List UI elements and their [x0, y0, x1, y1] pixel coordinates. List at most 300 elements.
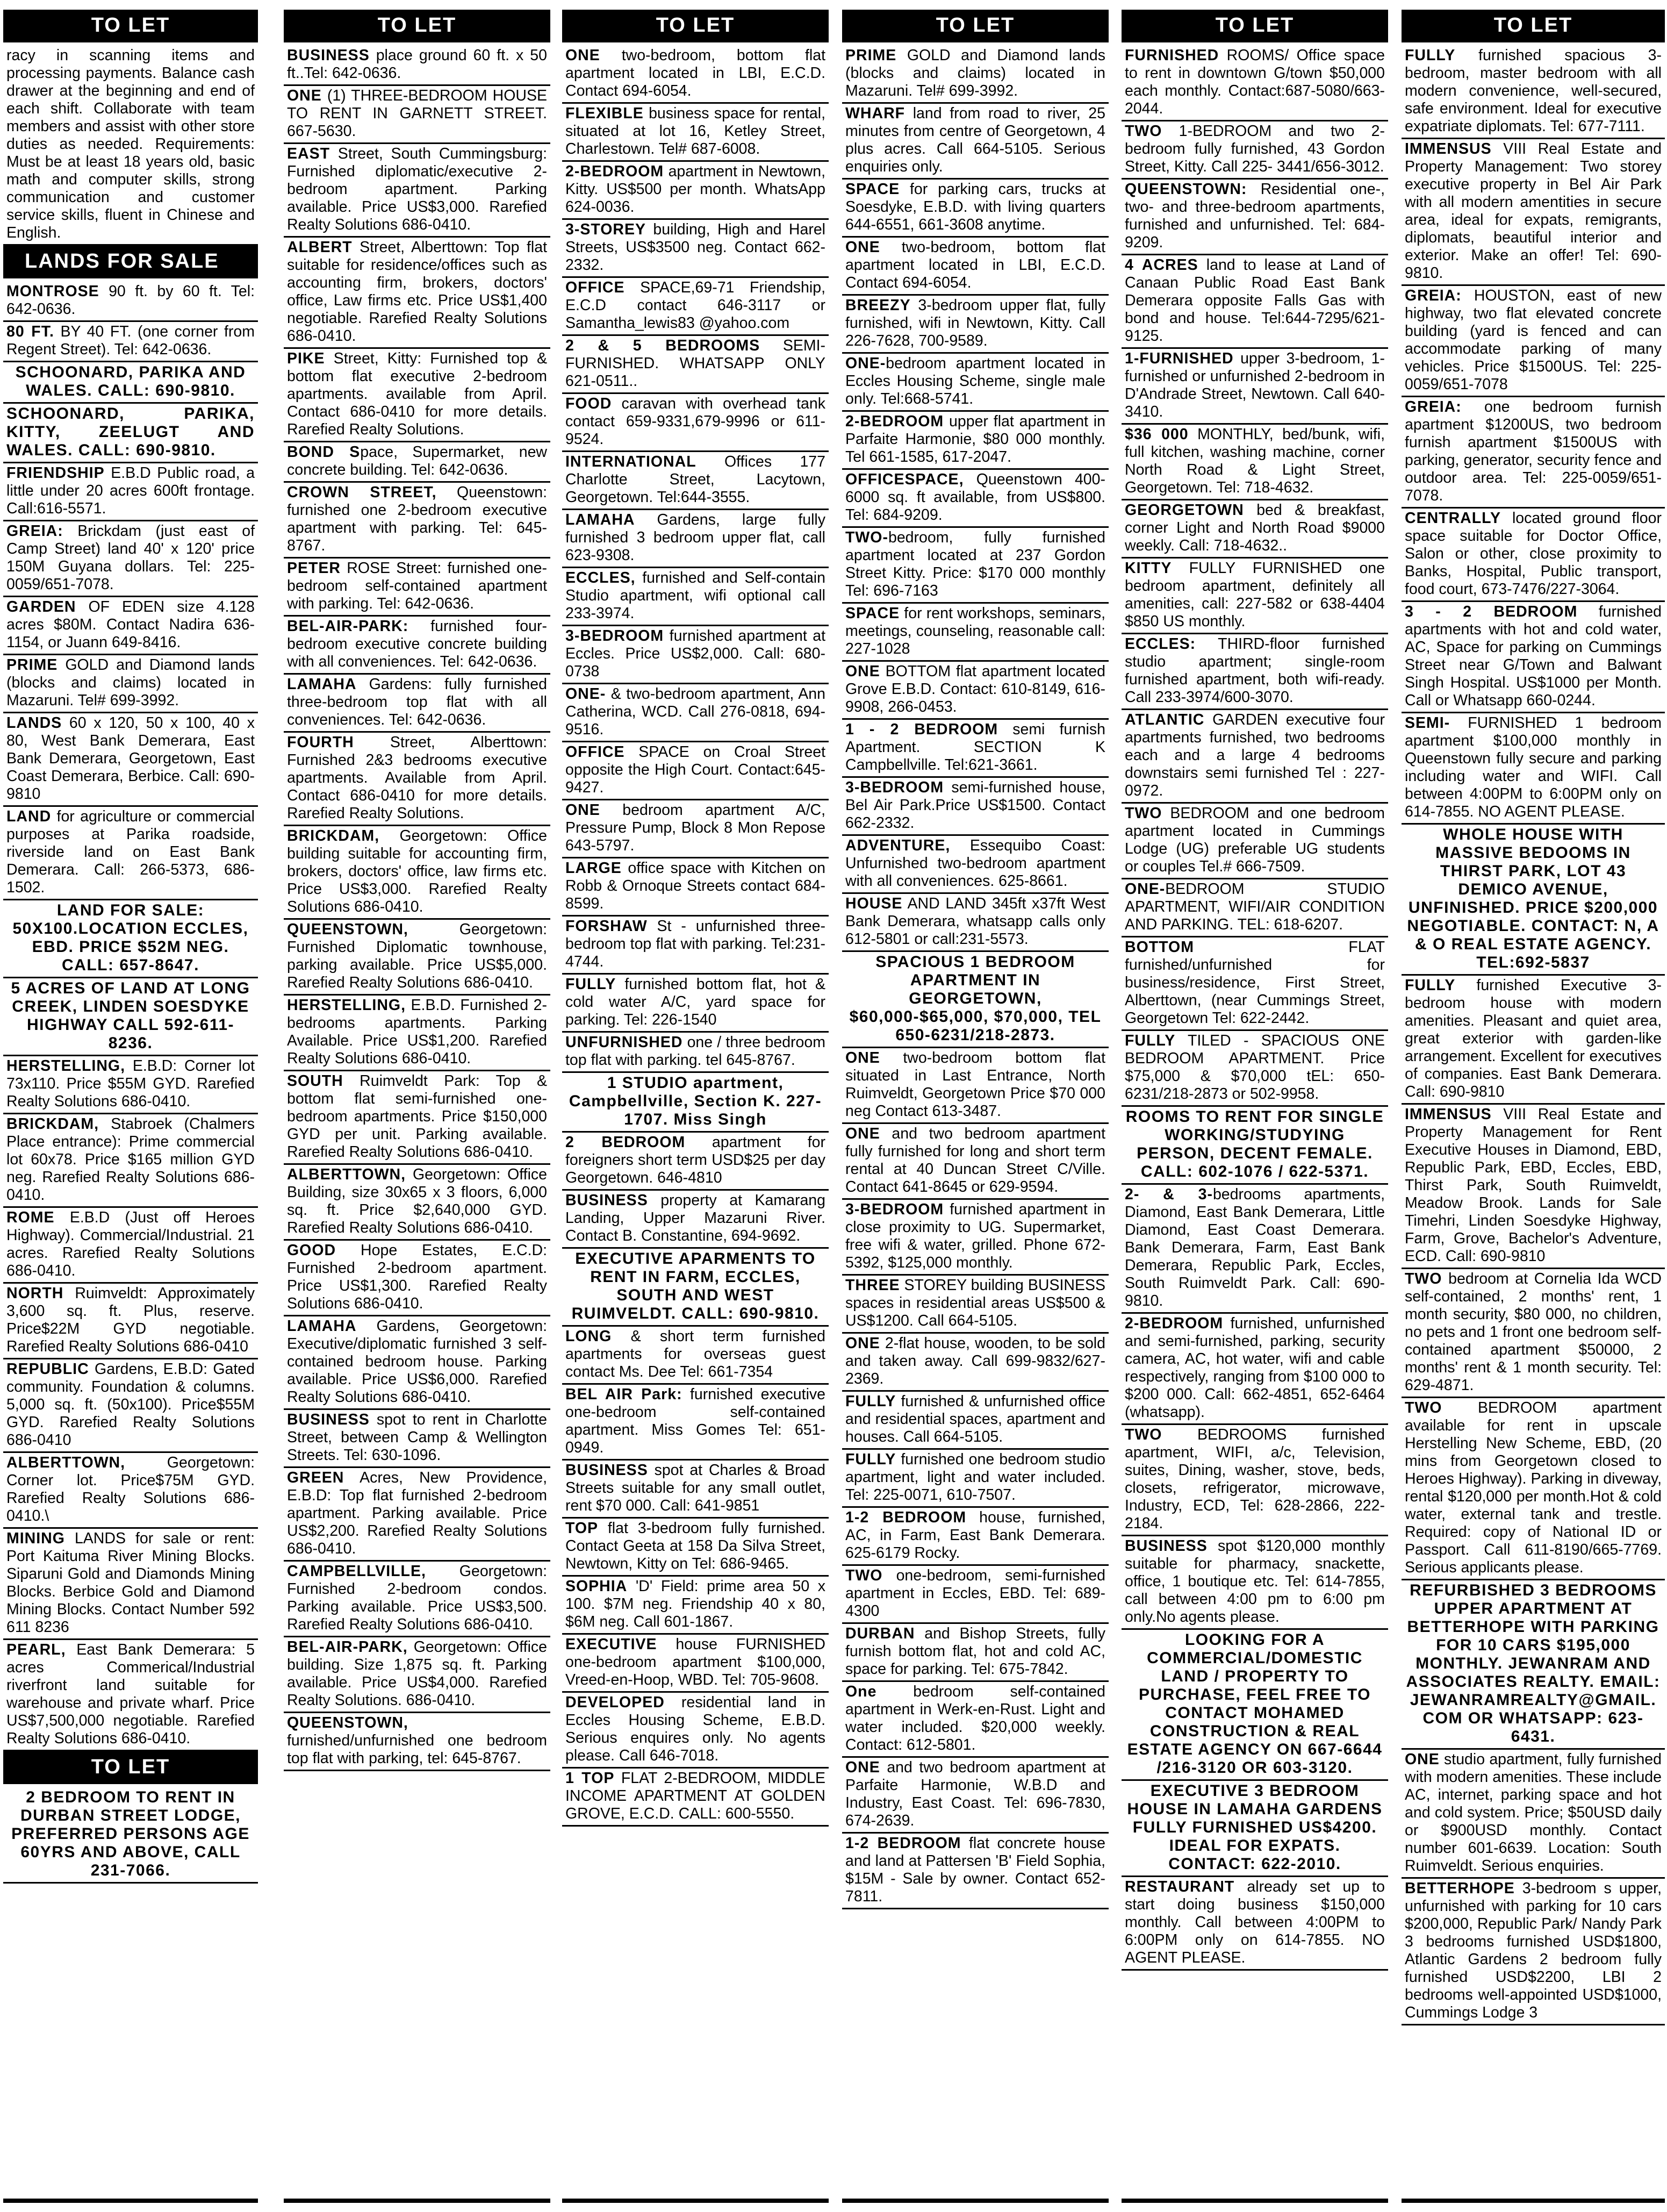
classified-ad: [1402, 139, 1665, 286]
ad-lead-word: LAMAHA: [565, 511, 635, 528]
classified-ad: [842, 1450, 1109, 1508]
ad-lead-word: FULLY: [1405, 977, 1456, 994]
classified-ad: [562, 278, 829, 336]
ad-body: furnished, unfurnished and semi-furnished, parking, security camera, AC, hot water, wifi and cable respectively, ranging from $100 000 to $200 000. Call: 662-4851, 652-6464 (whatsapp).: [1125, 1315, 1385, 1421]
classified-ad: [284, 996, 550, 1071]
ad-body: FLAT 2-BEDROOM, MIDDLE INCOME APARTMENT AT GOLDEN GROVE, E.C.D. CALL: 600-5550.: [565, 1770, 825, 1822]
ad-body: office space with Kitchen on Robb & Ornoque Streets contact 684-8599.: [565, 860, 825, 912]
ad-lead-word: ONE: [1405, 1751, 1440, 1768]
classified-ad: [284, 1637, 550, 1713]
classified-ad: [3, 713, 258, 807]
classified-ad: [842, 894, 1109, 952]
ad-body: pace, Supermarket, new concrete building. Tel: 642-0636.: [287, 443, 547, 478]
classified-ad: [284, 1316, 550, 1410]
classified-ad: [3, 597, 258, 655]
section-header: TO LET: [1402, 10, 1665, 42]
classified-ad: [562, 1385, 829, 1461]
ad-body: furnished & unfurnished office and residential spaces, apartment and houses. Call 664-5105.: [845, 1393, 1105, 1445]
classified-ad: [842, 662, 1109, 720]
classified-ad: [842, 1682, 1109, 1758]
classified-ad: [842, 238, 1109, 296]
ad-lead-word: HOUSE: [845, 895, 903, 912]
ad-body: Gardens, Georgetown: Executive/diplomatic furnished 3 self-contained bedroom house. Parking available. Price US$6,000. Rarefied Realty Solutions 686-0410.: [287, 1318, 547, 1406]
ad-lead-word: LAND: [6, 808, 52, 825]
ad-lead-word: LAMAHA: [287, 676, 357, 693]
classified-ad: [284, 349, 550, 442]
ad-body: two-bedroom, bottom flat apartment located in LBI, E.C.D. Contact 694-6054.: [845, 239, 1105, 291]
ad-lead-word: FOURTH: [287, 734, 354, 751]
ad-body: Acres, New Providence, E.B.D: Top flat furnished 2-bedroom apartment. Parking available. Price US$2,200. Rarefied Realty Solutions 686-0410.: [287, 1469, 547, 1557]
classified-ad: [842, 1048, 1109, 1124]
ad-lead-word: 2-BEDROOM: [1125, 1315, 1224, 1332]
ad-body: VIII Real Estate and Property Management for Rent Executive Houses in Diamond, EBD, Republic Park, EBD, Eccles, EBD, Thirst Park, South Ruimveldt, Meadow Brook. Lands for Sale Timehri, Linden Soesdyke Highway, Farm, Grove, Bachelor's Adventure, ECD. Call: 690-9810: [1405, 1106, 1662, 1265]
classified-ad: [1122, 1877, 1388, 1971]
ad-body: Brickdam (just east of Camp Street) land 40' x 120' price 150M Guyana dollars. Tel: 225-0059/651-7078.: [6, 522, 255, 593]
ad-lead-word: BREEZY: [845, 297, 911, 314]
classified-ad: [284, 86, 550, 144]
ad-lead-word: TWO: [845, 1567, 883, 1584]
ad-body: apartment in Newtown, Kitty. US$500 per month. WhatsApp 624-0036.: [565, 163, 825, 216]
classified-ad: [562, 1191, 829, 1249]
ad-body: BOTTOM flat apartment located Grove E.B.D. Contact: 610-8149, 616-9908, 266-0453.: [845, 663, 1105, 715]
ad-body: & two-bedroom apartment, Ann Catherina, WCD. Call 276-0818, 694-9516.: [565, 685, 825, 738]
classified-ad: [562, 1461, 829, 1519]
ad-lead-word: ALBERTTOWN,: [6, 1454, 126, 1471]
ad-body: furnished apartment in close proximity to UG. Supermarket, free wifi & water, grilled. Phone 672-5392, $125,000 monthly.: [845, 1201, 1105, 1271]
classified-ad: [842, 1508, 1109, 1566]
ad-lead-word: BUSINESS: [565, 1462, 648, 1479]
ad-lead-word: ONE: [845, 239, 880, 256]
ad-lead-word: FORSHAW: [565, 918, 648, 935]
classified-ad: [562, 1635, 829, 1693]
ad-lead-word: ALBERTTOWN,: [287, 1166, 406, 1183]
ad-body: 2-flat house, wooden, to be sold and taken away. Call 699-9832/627-2369.: [845, 1335, 1105, 1387]
ad-body: Street, Kitty: Furnished top & bottom flat executive 2-bedroom apartments. available from April. Contact 686-0410 for more details. Rarefied Realty Solutions.: [287, 350, 547, 438]
ad-body: flat 3-bedroom fully furnished. Contact Geeta at 158 Da Silva Street, Newtown, Kitty on Tel: 686-9465.: [565, 1520, 825, 1572]
ad-lead-word: ADVENTURE,: [845, 837, 951, 854]
classified-ad: [3, 282, 258, 322]
classified-ad-display: LAND FOR SALE: 50X100.LOCATION ECCLES, EBD. PRICE $52M NEG. CALL: 657-8647.: [3, 900, 258, 978]
classified-ad: [562, 1133, 829, 1191]
classified-ad: [562, 452, 829, 510]
ad-lead-word: 1-FURNISHED: [1125, 350, 1234, 367]
ad-lead-word: ONE-: [565, 685, 606, 703]
ad-body: bedroom self-contained apartment in Werk-en-Rust. Light and water included. $20,000 weekly. Contact: 612-5801.: [845, 1683, 1105, 1753]
ad-body: SPACE on Croal Street opposite the High Court. Contact:645-9427.: [565, 743, 825, 796]
ad-body: Gardens, E.B.D: Gated community. Foundation & columns. 5,000 sq. ft. (50x100). Price$55M GYD. Rarefied Realty Solutions 686-0410: [6, 1361, 255, 1449]
ad-lead-word: QUEENSTOWN,: [287, 1714, 408, 1731]
ad-body: for rent workshops, seminars, meetings, counseling, reasonable call: 227-1028: [845, 605, 1105, 657]
classified-ad: [1402, 976, 1665, 1105]
ad-body: for parking cars, trucks at Soesdyke, E.B.D. with living quarters 644-6551, 661-3608 anytime.: [845, 181, 1105, 233]
ad-body: Georgetown: Office building suitable for accounting firm, brokers, doctors' office, law firms etc. Price US$3,000. Rarefied Realty Solutions 686-0410.: [287, 827, 547, 915]
column-4: [842, 10, 1109, 2203]
classified-ad: [1122, 634, 1388, 710]
column-5: [1122, 10, 1388, 2203]
ad-body: Street, Alberttown: Top flat suitable for residence/offices such as accounting firm, brokers, doctors' office, Law firms etc. Price US$1,400 negotiable. Rarefied Realty Solutions 686-0410.: [287, 239, 547, 345]
classified-ad: [284, 1241, 550, 1316]
ad-lead-word: BUSINESS: [287, 47, 370, 64]
classified-ad: [284, 675, 550, 733]
ad-body: property at Kamarang Landing, Upper Mazaruni River. Contact B. Constantine, 694-9692.: [565, 1192, 825, 1244]
ad-body: FULLY FURNISHED one bedroom apartment, definitely all amenities, call: 227-582 or 638-4404 $850 US monthly.: [1125, 560, 1385, 630]
ad-body: BEDROOM STUDIO APARTMENT, WIFI/AIR CONDITION AND PARKING. TEL: 618-6207.: [1125, 880, 1385, 933]
ad-lead-word: DEVELOPED: [565, 1694, 665, 1711]
classified-ad: [3, 46, 258, 246]
ad-body: spot to rent in Charlotte Street, between Camp & Wellington Streets. Tel: 630-1096.: [287, 1411, 547, 1464]
ad-lead-word: 1-2 BEDROOM: [845, 1509, 967, 1526]
classified-ad: [284, 826, 550, 920]
ad-body: GARDEN executive four apartments furnished, two bedrooms each and a large 4 bedrooms downstairs semi furnished Tel : 227-0972.: [1125, 711, 1385, 799]
ad-lead-word: 3-BEDROOM: [845, 779, 944, 796]
ad-lead-word: PIKE: [287, 350, 325, 367]
ad-lead-word: OFFICESPACE,: [845, 471, 964, 488]
ad-lead-word: SOUTH: [287, 1072, 343, 1090]
classified-ad: [842, 1200, 1109, 1276]
ad-lead-word: FULLY: [565, 976, 616, 993]
ad-lead-word: PETER: [287, 560, 341, 577]
classified-ad: [1122, 804, 1388, 879]
ad-body: bedroom apartment located in Eccles Housing Scheme, single male only. Tel:668-5741.: [845, 355, 1105, 407]
ad-body: GOLD and Diamond lands (blocks and claims) located in Mazaruni. Tel# 699-3992.: [6, 656, 255, 709]
classified-ad: [3, 322, 258, 362]
ad-body: Hope Estates, E.C.D: Furnished 2-bedroom apartment. Price US$1,300. Rarefied Realty Solutions 686-0410.: [287, 1242, 547, 1312]
section-header: TO LET: [842, 10, 1109, 42]
ad-lead-word: ONE: [845, 1335, 880, 1352]
ad-body: furnished apartments with hot and cold water, AC, Space for parking on Cummings Street near G/Town and Balwant Singh Hospital. US$1000 per Month. Call or Whatsapp 660-0244.: [1405, 603, 1662, 709]
classified-ad: [284, 238, 550, 349]
ad-lead-word: REPUBLIC: [6, 1361, 89, 1378]
ad-lead-word: TWO: [1125, 805, 1162, 822]
classified-ad: [562, 626, 829, 684]
ad-body: furnished spacious 3-bedroom, master bedroom with all modern convenience, well-secured, safe environment. Ideal for executive expatriate diplomats. Tel: 677-7111.: [1405, 47, 1662, 135]
classified-ad: [562, 1033, 829, 1073]
ad-body: Georgetown: Furnished Diplomatic townhouse, parking available. Price US$5,000. Rarefied Realty Solutions 686-0410.: [287, 921, 547, 991]
ad-lead-word: GREEN: [287, 1469, 344, 1486]
ad-body: THIRD-floor furnished studio apartment; single-room furnished apartment, both wifi-ready. Call 233-3974/600-3070.: [1125, 635, 1385, 706]
ad-lead-word: MINING: [6, 1530, 65, 1547]
ad-lead-word: LONG: [565, 1328, 612, 1345]
ad-lead-word: 3 - 2 BEDROOM: [1405, 603, 1578, 620]
classified-ad: [3, 521, 258, 597]
ad-body: HOUSTON, east of new highway, two flat elevated concrete building (yard is fenced and can accommodate parking of many vehicles. Price $1500US. Tel: 225-0059/651-7078: [1405, 287, 1662, 393]
ad-lead-word: OFFICE: [565, 743, 625, 761]
ad-body: business space for rental, situated at lot 16, Ketley Street, Charlestown. Tel# 687-6008.: [565, 105, 825, 158]
classified-ad-display: SPACIOUS 1 BEDROOM APARTMENT IN GEORGETOWN, $60,000-$65,000, $70,000, TEL 650-6231/218-2873.: [842, 952, 1109, 1048]
ad-body: flat concrete house and land at Pattersen 'B' Field Sophia, $15M - Sale by owner. Contact 652-7811.: [845, 1835, 1105, 1905]
ad-body: residential land in Eccles Housing Scheme, E.B.D. Serious enquires only. No agents please. Call 646-7018.: [565, 1694, 825, 1764]
classified-ad: [1402, 286, 1665, 397]
ad-body: St - unfurnished three-bedroom top flat with parking. Tel:231-4744.: [565, 918, 825, 970]
classified-ad: [842, 104, 1109, 180]
classified-ad-display: WHOLE HOUSE WITH MASSIVE BEDOOMS IN THIRST PARK, LOT 43 DEMICO AVENUE, UNFINISHED. PRICE $200,000 NEGOTIABLE. CONTACT: N, A & O REAL ESTATE AGENCY. TEL:692-5837: [1402, 825, 1665, 976]
classified-ad: [284, 442, 550, 483]
ad-body: BY 40 FT. (one corner from Regent Street). Tel: 642-0636.: [6, 323, 255, 358]
classified-ad: [284, 1165, 550, 1241]
column-1: [3, 10, 258, 2203]
ad-body: Stabroek (Chalmers Place entrance): Prime commercial lot 60x78. Price $165 million GYD neg. Rarefied Realty Solutions 686-0410.: [6, 1115, 255, 1204]
classified-ad: [1122, 1185, 1388, 1314]
ad-lead-word: 2-BEDROOM: [565, 163, 664, 180]
classified-ad: [3, 1056, 258, 1114]
ad-body: and two bedroom apartment at Parfaite Harmonie, W.B.D and Industry, East Coast. Tel: 696-7830, 674-2639.: [845, 1759, 1105, 1829]
classified-ad: [1402, 602, 1665, 713]
classified-ad: [284, 559, 550, 617]
ad-body: 90 ft. by 60 ft. Tel: 642-0636.: [6, 283, 255, 318]
ad-body: Georgetown: Furnished 2-bedroom condos. Parking available. Price US$3,500. Rarefied Realty Solutions 686-0410.: [287, 1563, 547, 1633]
ad-body: already set up to start doing business $150,000 monthly. Call between 4:00PM to 6:00PM only on 614-7855. NO AGENT PLEASE.: [1125, 1878, 1385, 1966]
ad-lead-word: MONTROSE: [6, 283, 99, 300]
ad-lead-word: TWO: [1125, 123, 1162, 140]
ad-lead-word: FRIENDSHIP: [6, 464, 105, 482]
classified-ad: [842, 1276, 1109, 1334]
classified-ad: [1402, 1398, 1665, 1580]
ad-lead-word: BOND S: [287, 443, 361, 461]
ad-lead-word: ATLANTIC: [1125, 711, 1205, 728]
classified-ad-display: EXECUTIVE APARMENTS TO RENT IN FARM, ECCLES, SOUTH AND WEST RUIMVELDT. CALL: 690-9810.: [562, 1249, 829, 1327]
ad-body: and two bedroom apartment fully furnished for long and short term rental at 40 Duncan Street C/Ville. Contact 641-8645 or 629-9594.: [845, 1125, 1105, 1196]
ad-lead-word: HERSTELLING,: [6, 1057, 126, 1075]
ad-body: E.B.D. Furnished 2-bedrooms apartments. Parking Available. Price US$1,200. Rarefied Realty Solutions 686-0410.: [287, 997, 547, 1067]
ad-lead-word: 2 & 5 BEDROOMS: [565, 337, 760, 354]
ad-lead-word: OFFICE: [565, 279, 625, 296]
classified-ad-display: ROOMS TO RENT FOR SINGLE WORKING/STUDYING PERSON, DECENT FEMALE. CALL: 602-1076 / 622-5371.: [1122, 1107, 1388, 1185]
classified-ad: [1122, 255, 1388, 349]
classified-ad: [1122, 937, 1388, 1031]
classified-ad: [842, 296, 1109, 354]
classified-ad: [562, 220, 829, 278]
ad-body: house FURNISHED one-bedroom apartment $100,000, Vreed-en-Hoop, WBD. Tel: 705-9608.: [565, 1636, 825, 1688]
ad-lead-word: 3-STOREY: [565, 221, 646, 238]
ad-lead-word: KITTY: [1125, 560, 1172, 577]
ad-lead-word: LANDS: [6, 714, 62, 732]
ad-lead-word: One: [845, 1683, 877, 1700]
ad-lead-word: GEORGETOWN: [1125, 502, 1244, 519]
classified-ad: [3, 1114, 258, 1208]
column-3: [562, 10, 829, 2203]
ad-lead-word: ONE: [565, 801, 600, 819]
ad-lead-word: FULLY: [845, 1451, 896, 1468]
ad-lead-word: UNFURNISHED: [565, 1034, 683, 1051]
ad-lead-word: FLEXIBLE: [565, 105, 644, 122]
ad-lead-word: ONE-: [1125, 880, 1166, 898]
ad-lead-word: DURBAN: [845, 1625, 915, 1642]
ad-lead-word: ONE: [845, 1049, 880, 1066]
classified-ad: [842, 836, 1109, 894]
ad-lead-word: FOOD: [565, 395, 612, 412]
classified-ad: [562, 742, 829, 800]
ad-body: semi furnish Apartment. SECTION K Campbellville. Tel:621-3661.: [845, 721, 1105, 774]
ad-body: BEDROOMS furnished apartment, WIFI, a/c, Television, suites, Dining, washer, stove, beds, closets, refrigerator, microwave, Industry, ECD, Tel: 628-2866, 222-2184.: [1125, 1426, 1385, 1532]
classified-ad: [562, 336, 829, 394]
ad-lead-word: ONE: [845, 663, 880, 680]
ad-body: Queenstown: furnished one 2-bedroom executive apartment with parking. Tel: 645-8767.: [287, 484, 547, 554]
ad-body: caravan with overhead tank contact 659-9331,679-9996 or 611-9524.: [565, 395, 825, 448]
ad-body: apartment for foreigners short term USD$25 per day Georgetown. 646-4810: [565, 1134, 825, 1186]
classified-ad: [842, 470, 1109, 528]
classified-ad: [1122, 46, 1388, 121]
ad-lead-word: BRICKDAM,: [6, 1115, 99, 1133]
ad-lead-word: HERSTELLING,: [287, 997, 406, 1014]
ad-body: land from road to river, 25 minutes from centre of Georgetown, 4 plus acres. Call 664-5105. Serious enquiries only.: [845, 105, 1105, 175]
ad-lead-word: BUSINESS: [287, 1411, 370, 1428]
classified-ad: [3, 807, 258, 900]
classified-ad: [842, 778, 1109, 836]
classified-ad: [3, 1284, 258, 1359]
ad-lead-word: IMMENSUS: [1405, 140, 1492, 158]
ad-lead-word: PEARL,: [6, 1641, 66, 1658]
classified-ad: [284, 483, 550, 559]
ad-lead-word: EAST: [287, 145, 330, 162]
classified-ad: [562, 568, 829, 626]
classified-ad: [1122, 879, 1388, 937]
classified-ad: [284, 617, 550, 675]
ad-body: building, High and Harel Streets, US$3500 neg. Contact 662-2332.: [565, 221, 825, 274]
ad-body: SPACE,69-71 Friendship, E.C.D contact 646-3117 or Samantha_lewis83 @yahoo.com: [565, 279, 825, 332]
classified-ad-display: SCHOONARD, PARIKA, KITTY, ZEELUGT AND WALES. CALL: 690-9810.: [3, 404, 258, 463]
ad-lead-word: ROME: [6, 1209, 55, 1226]
classified-ad: [562, 510, 829, 568]
classified-ad: [284, 1713, 550, 1771]
classified-ad: [284, 1562, 550, 1637]
ad-body: Essequibo Coast: Unfurnished two-bedroom apartment with all conveniences. 625-8661.: [845, 837, 1105, 890]
classified-ad: [1122, 710, 1388, 804]
ad-body: spot $120,000 monthly suitable for pharmacy, snackette, office, 1 boutique etc. Tel: 614-7855, call between 4:00 pm to 6:00 pm only.No agents please.: [1125, 1537, 1385, 1626]
classified-ad: [3, 1453, 258, 1529]
ad-body: Street, Alberttown: Furnished 2&3 bedrooms executive apartments. Available from April. Contact 686-0410 for more details. Rarefied Realty Solutions.: [287, 734, 547, 822]
ad-lead-word: SOPHIA: [565, 1578, 628, 1595]
ad-lead-word: 3-BEDROOM: [845, 1201, 944, 1218]
ad-body: Street, South Cummingsburg: Furnished diplomatic/executive 2-bedroom apartment. Parking available. Price US$3,000. Rarefied Realty Solutions 686-0410.: [287, 145, 547, 233]
classified-ad: [842, 46, 1109, 104]
ad-body: (1) THREE-BEDROOM HOUSE TO RENT IN GARNETT STREET. 667-5630.: [287, 87, 547, 140]
classified-ad: [1402, 46, 1665, 139]
ad-body: BEDROOM apartment available for rent in upscale Herstelling New Scheme, EBD, (20 mins from Georgetown closed to Heroes Highway). Parking in diveway, rental $120,000 per month.Hot & cold water, external tank and trestle. Required: copy of National ID or Passport. Call 611-8190/665-7769. Serious applicants please.: [1405, 1399, 1662, 1576]
ad-lead-word: EXECUTIVE: [565, 1636, 657, 1653]
classified-ad: [284, 1071, 550, 1165]
ad-body: STOREY building BUSINESS spaces in residential areas US$500 & US$1200. Call 664-5105.: [845, 1277, 1105, 1329]
classified-ad: [562, 917, 829, 975]
classified-ad: [284, 733, 550, 826]
ad-body: TILED - SPACIOUS ONE BEDROOM APARTMENT. Price $75,000 & $70,000 tEL: 650-6231/218-2873 or 502-9958.: [1125, 1032, 1385, 1103]
classified-ad: [562, 46, 829, 104]
ad-lead-word: ECCLES:: [1125, 635, 1196, 653]
classified-ad-display: EXECUTIVE 3 BEDROOM HOUSE IN LAMAHA GARDENS FULLY FURNISHED US$4200. IDEAL FOR EXPATS. CONTACT: 622-2010.: [1122, 1781, 1388, 1877]
classified-ad: [284, 46, 550, 86]
column-2: [284, 10, 550, 2203]
classified-ad: [562, 684, 829, 742]
ad-lead-word: GREIA:: [6, 522, 63, 540]
ad-body: E.B.D Public road, a little under 20 acres 600ft frontage. Call:616-5571.: [6, 464, 255, 517]
classified-ad: [1122, 121, 1388, 180]
classified-ad: [842, 412, 1109, 470]
classified-ad: [1402, 1750, 1665, 1879]
ad-body: Offices 177 Charlotte Street, Lacytown, Georgetown. Tel:644-3555.: [565, 453, 825, 506]
classified-ad: [1402, 1879, 1665, 2025]
ad-body: one / three bedroom top flat with parking. tel 645-8767.: [565, 1034, 825, 1069]
ad-body: furnished Executive 3- bedroom house with modern amenities. Pleasant and quiet area, great exterior with garden-like arrangement. Excellent for executives of companies. East Bank Demerara. Call: 690-9810: [1405, 977, 1662, 1100]
classified-ad: [1122, 180, 1388, 255]
ad-body: GOLD and Diamond lands (blocks and claims) located in Mazaruni. Tel# 699-3992.: [845, 47, 1105, 99]
ad-lead-word: BUSINESS: [565, 1192, 648, 1209]
ad-body: Georgetown: Corner lot. Price$75M GYD. Rarefied Realty Solutions 686-0410.\: [6, 1454, 255, 1524]
classified-ad-display: SCHOONARD, PARIKA AND WALES. CALL: 690-9810.: [3, 362, 258, 404]
ad-body: furnished/unfurnished one bedroom top flat with parking, tel: 645-8767.: [287, 1732, 547, 1767]
classified-ad: [3, 1359, 258, 1453]
ad-lead-word: 3-BEDROOM: [565, 627, 664, 645]
classified-ad: [284, 1468, 550, 1562]
classified-ad: [562, 858, 829, 917]
ad-lead-word: WHARF: [845, 105, 906, 122]
ad-lead-word: TOP: [565, 1520, 599, 1537]
ad-lead-word: 1 - 2 BEDROOM: [845, 721, 998, 738]
classified-ad: [3, 655, 258, 713]
classified-ad: [1402, 1105, 1665, 1269]
ad-lead-word: GARDEN: [6, 598, 76, 615]
classified-ad: [842, 1758, 1109, 1834]
ad-body: & short term furnished apartments for overseas guest contact Ms. Dee Tel: 661-7354: [565, 1328, 825, 1380]
classified-ad: [3, 463, 258, 521]
classified-ad: [842, 354, 1109, 412]
ad-body: one bedroom furnish apartment $1200US, two bedroom furnish apartment $1500US with parking, generator, security fence and outdoor area. Tel: 225-0059/651-7078.: [1405, 398, 1662, 504]
section-header: LANDS FOR SALE: [3, 246, 258, 278]
ad-body: E.B.D: Corner lot 73x110. Price $55M GYD. Rarefied Realty Solutions 686-0410.: [6, 1057, 255, 1110]
ad-lead-word: BUSINESS: [1125, 1537, 1208, 1555]
ad-lead-word: 1-2 BEDROOM: [845, 1835, 961, 1852]
classified-ad: [1402, 509, 1665, 602]
classified-ad: [1122, 1425, 1388, 1536]
ad-lead-word: TWO-: [845, 529, 888, 546]
ad-lead-word: TWO: [1405, 1399, 1442, 1416]
ad-body: two-bedroom bottom flat situated in Last Entrance, North Ruimveldt, Georgetown Price $70 000 neg Contact 613-3487.: [845, 1049, 1105, 1120]
classified-ad: [562, 975, 829, 1033]
ad-body: racy in scanning items and processing payments. Balance cash drawer at the beginning and end of each shift. Collaborate with team members and assist with other store duties as needed. Requirements: Must be at least 18 years old, basic math and computer skills, strong communication and customer service skills, fluent in Chinese and English.: [6, 47, 255, 241]
ad-lead-word: FURNISHED: [1125, 47, 1219, 64]
section-header: TO LET: [3, 10, 258, 42]
classified-ad: [562, 1693, 829, 1769]
ad-lead-word: THREE: [845, 1277, 900, 1294]
ad-lead-word: SPACE: [845, 181, 900, 198]
ad-body: studio apartment, fully furnished with modern amenities. These include AC, internet, parking space and hot and cold system. Price; $50USD daily or $900USD monthly. Contact number 601-6639. Location: South Ruimveldt. Serious enquiries.: [1405, 1751, 1662, 1874]
ad-body: furnished executive one-bedroom self-contained apartment. Miss Gomes Tel: 651-0949.: [565, 1386, 825, 1456]
ad-body: upper flat apartment in Parfaite Harmonie, $80 000 monthly. Tel 661-1585, 617-2047.: [845, 413, 1105, 466]
classified-ad-display: 2 BEDROOM TO RENT IN DURBAN STREET LODGE, PREFERRED PERSONS AGE 60YRS AND ABOVE, CALL 231-7066.: [3, 1787, 258, 1884]
classified-ad: [284, 1410, 550, 1468]
classified-ad: [842, 1392, 1109, 1450]
ad-lead-word: GREIA:: [1405, 287, 1462, 304]
classified-ad: [1122, 1314, 1388, 1425]
classified-ad: [842, 1624, 1109, 1682]
ad-lead-word: ALBERT: [287, 239, 353, 256]
ad-lead-word: TWO: [1405, 1270, 1442, 1287]
ad-lead-word: CAMPBELLVILLE,: [287, 1563, 426, 1580]
ad-body: 3-bedroom upper flat, fully furnished, wifi in Newtown, Kitty. Call 226-7628, 700-9589.: [845, 297, 1105, 349]
classified-ad: [3, 1208, 258, 1284]
ad-body: bedroom at Cornelia Ida WCD self-contained, 2 months' rent, 1 month security, $80 000, no children, no pets and 1 front one bedroom self-contained apartment $50000, 2 months' rent & 1 month security. Tel: 629-4871.: [1405, 1270, 1662, 1394]
ad-lead-word: ONE: [565, 47, 600, 64]
ad-lead-word: FULLY: [1125, 1032, 1176, 1049]
ad-body: furnished four-bedroom executive concrete building with all conveniences. Tel: 642-0636.: [287, 618, 547, 670]
ad-body: VIII Real Estate and Property Management: Two storey executive property in Bel Air Park with all modern amentities in secure area, ideal for expats, remigrants, diplomats, beautiful interior and exterior. Make an offer! Tel: 690-9810.: [1405, 140, 1662, 282]
ad-body: LANDS for sale or rent: Port Kaituma River Mining Blocks. Siparuni Gold and Diamonds Mining Blocks. Berbice Gold and Diamond Mining Blocks. Contact Number 592 611 8236: [6, 1530, 255, 1636]
classified-ad: [1402, 1269, 1665, 1398]
ad-lead-word: GOOD: [287, 1242, 336, 1259]
classified-ad: [842, 528, 1109, 604]
ad-body: Ruimveldt Park: Top & bottom flat semi-furnished one-bedroom apartments. Price $150,000 GYD per unit. Parking available. Rarefied Realty Solutions 686-0410.: [287, 1072, 547, 1161]
classified-ad: [562, 800, 829, 858]
ad-body: FURNISHED 1 bedroom apartment $100,000 monthly in Queenstown fully secure and parking including water and WIFI. Call between 4:00PM to 6:00PM only on 614-7855. NO AGENT PLEASE.: [1405, 714, 1662, 820]
classified-ad: [562, 1577, 829, 1635]
